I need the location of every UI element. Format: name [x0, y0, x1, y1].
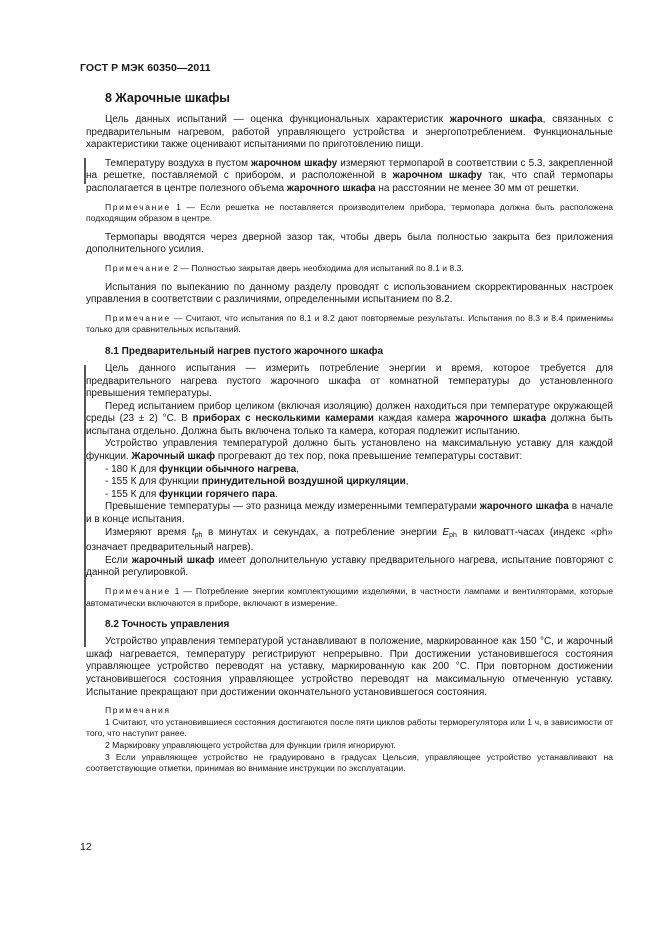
section-8-paragraph-2: Температуру воздуха в пустом жарочном шкафу измеряют термопарой в соответствии с 5.3, закрепленной на решетке, поставляемой с прибором, и расположенной в жарочном шкафу так, что спай термопары располагается в центре полезного объема жарочного шкафа на расстоянии не менее 30 мм от решетки.	[86, 157, 614, 194]
section-8-1-paragraph-1: Цель данного испытания — измерить потребление энергии и время, которое требуется для предварительного нагрева пустого жарочного шкафа от комнатной температуры до установленного превышения температуры.	[86, 362, 613, 400]
section-8-note-1: Примечание 1 — Если решетка не поставляется производителем прибора, термопара должна быть расположена подходящим образом в центре.	[86, 201, 613, 224]
section-8-paragraph-1: Цель данных испытаний — оценка функциональных характеристик жарочного шкафа, связанных с предварительным нагревом, работой управляющего устройства и энергопотреблением. Функциональные характеристики также оценивают испытаниями по приготовлению пищи.	[86, 114, 613, 151]
list-item: - 180 К для функции обычного нагрева,	[105, 463, 299, 475]
section-8-1-paragraph-3: Устройство управления температурой должно быть установлено на максимальную уставку для каждой функции. Жарочный шкаф прогревают до тех пор, пока превышение температуры составит:	[86, 438, 613, 463]
page-number: 12	[80, 841, 92, 853]
section-8-2-note-2: 2 Маркировку управляющего устройства для функции гриля игнорируют.	[105, 739, 396, 750]
standard-header: ГОСТ Р МЭК 60350—2011	[80, 62, 211, 74]
section-8-2-paragraph-1: Устройство управления температурой устанавливают в положение, маркированное как 150 °С, и жарочный шкаф нагревается, температуру регистрируют непрерывно. При достижении установившегося состояния управляющее устройство переводят на уставку, маркированную как 200 °С. При повторном достижении установившегося состояния управляющее устройство переводят на максимальную отмеченную уставку. Испытание прекращают при достижении окончательного установившегося состояния.	[86, 636, 613, 698]
list-item: - 155 К для функции горячего пара.	[105, 488, 278, 500]
section-8-paragraph-3: Термопары вводятся через дверной зазор так, чтобы дверь была полностью закрыта без приложения дополнительного усилия.	[86, 231, 613, 256]
list-item: - 155 К для функции принудительной воздушной циркуляции,	[105, 476, 409, 488]
section-8-2-title: 8.2 Точность управления	[105, 619, 230, 631]
section-8-2-note-3: 3 Если управляющее устройство не градуировано в градусах Цельсия, управляющее устройство устанавливают на соответствующие отметки, принимая во внимание инструкции по эксплуатации.	[86, 751, 613, 774]
section-8-2-note-1: 1 Считают, что установившиеся состояния достигаются после пяти циклов работы терморегулятора или 1 ч, в зависимости от того, что наступит ранее.	[86, 716, 613, 739]
section-8-1-note-1: Примечание 1 — Потребление энергии комплектующими изделиями, в частности лампами и вентиляторами, которые автоматически включаются в приборе, включают в измерение.	[86, 586, 613, 608]
main-content	[86, 90, 613, 775]
section-8-1-paragraph-5: Измеряют время $t_{ph}$ в минутах и секундах, а потребление энергии $E_{ph}$ в киловатт-часах (индекс «ph» означает предварительный нагрев).	[86, 526, 613, 554]
temperature-rise-list	[86, 464, 613, 502]
section-8-title: 8 Жарочные шкафы	[105, 91, 230, 105]
section-8-note-3: Примечание — Считают, что испытания по 8.1 и 8.2 дают повторяемые результаты. Испытания по 8.3 и 8.4 применимы только для сравнительных испытаний.	[86, 312, 613, 335]
section-8-1-paragraph-6: Если жарочный шкаф имеет дополнительную уставку предварительного нагрева, испытание повторяют с данной регулировкой.	[86, 554, 613, 579]
section-8-2-notes-label: Примечания	[105, 705, 171, 716]
section-8-1-paragraph-4: Превышение температуры — это разница между измеренными температурами жарочного шкафа в начале и в конце испытания.	[86, 501, 614, 526]
section-8-note-2: Примечание 2 — Полностью закрытая дверь необходима для испытаний по 8.1 и 8.3.	[105, 262, 464, 273]
section-8-paragraph-4: Испытания по выпеканию по данному разделу проводят с использованием скорректированных настроек управления в соответствии с различиями, определенными испытанием по 8.2.	[86, 281, 613, 306]
section-8-1-paragraph-2: Перед испытанием прибор целиком (включая изоляцию) должен находиться при температуре окружающей среды (23 ± 2) °С. В приборах с несколькими камерами каждая камера жарочного шкафа должна быть испытана отдельно. Должна быть включена только та камера, которая подлежит испытанию.	[86, 400, 613, 437]
section-8-1-title: 8.1 Предварительный нагрев пустого жарочного шкафа	[105, 345, 384, 357]
